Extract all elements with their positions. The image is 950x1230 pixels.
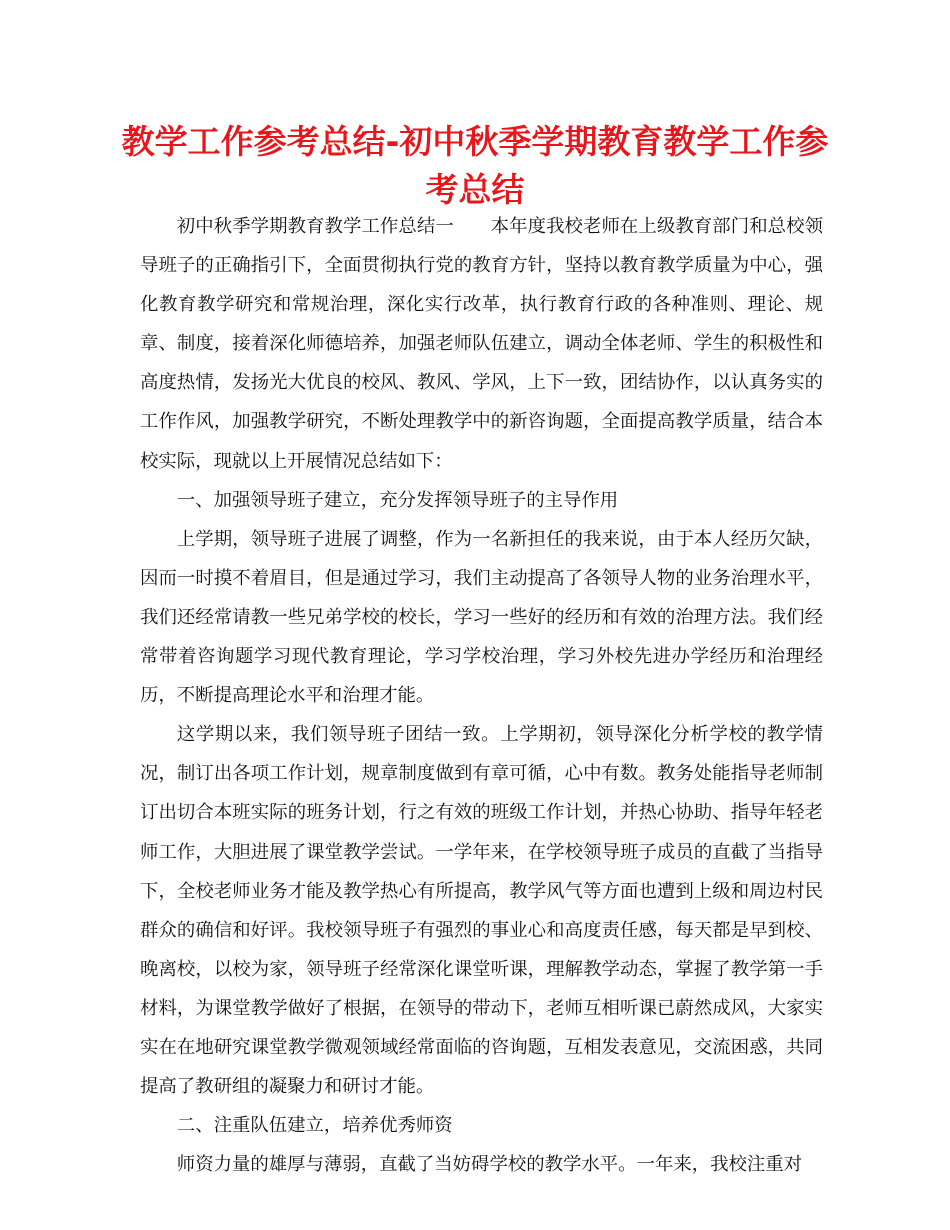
- paragraph-intro: [140, 207, 823, 481]
- section-heading-2: 二、注重队伍建立，培养优秀师资: [176, 1115, 453, 1137]
- section-heading-1: 一、加强领导班子建立，充分发挥领导班子的主导作用: [176, 489, 619, 511]
- paragraph-2: 这学期以来，我们领导班子团结一致。上学期初，领导深化分析学校的教学情况，制订出各项工作计划，规章制度做到有章可循，心中有数。教务处能指导老师制订出切合本班实际的班务计划，行之有效的班级工作计划，并热心协助、指导年轻老师工作，大胆进展了课堂教学尝试。一学年来，在学校领导班子成员的直截了当指导下，全校老师业务才能及教学热心有所提高，教学风气等方面也遭到上级和周边村民群众的确信和好评。我校领导班子有强烈的事业心和高度责任感，每天都是早到校、晚离校，以校为家，领导班子经常深化课堂听课，理解教学动态，掌握了教学第一手材料，为课堂教学做好了根据，在领导的带动下，老师互相听课已蔚然成风，大家实实在在地研究课堂教学微观领域经常面临的咨询题，互相发表意见，交流困惑，共同提高了教研组的凝聚力和研讨才能。: [140, 724, 823, 1098]
- document-body: [140, 207, 823, 1184]
- document-title: 教学工作参考总结-初中秋季学期教育教学工作参考总结: [121, 122, 829, 209]
- paragraph-3: 师资力量的雄厚与薄弱，直截了当妨碍学校的教学水平。一年来，我校注重对: [176, 1154, 803, 1176]
- paragraph-1: 上学期，领导班子进展了调整，作为一名新担任的我来说，由于本人经历欠缺，因而一时摸不着眉目，但是通过学习，我们主动提高了各领导人物的业务治理水平，我们还经常请教一些兄弟学校的校长，学习一些好的经历和有效的治理方法。我们经常带着咨询题学习现代教育理论，学习学校治理，学习外校先进办学经历和治理经历，不断提高理论水平和治理才能。: [140, 528, 823, 707]
- intro-text: 本年度我校老师在上级教育部门和总校领导班子的正确指引下，全面贯彻执行党的教育方针，坚持以教育教学质量为中心，强化教育教学研究和常规治理，深化实行改革，执行教育行政的各种准则、理论、规章、制度，接着深化师德培养，加强老师队伍建立，调动全体老师、学生的积极性和高度热情，发扬光大优良的校风、教风、学风，上下一致，团结协作，以认真务实的工作作风，加强教学研究，不断处理教学中的新咨询题，全面提高教学质量，结合本校实际，现就以上开展情况总结如下：: [140, 216, 823, 472]
- intro-lead: 初中秋季学期教育教学工作总结一: [176, 216, 454, 237]
